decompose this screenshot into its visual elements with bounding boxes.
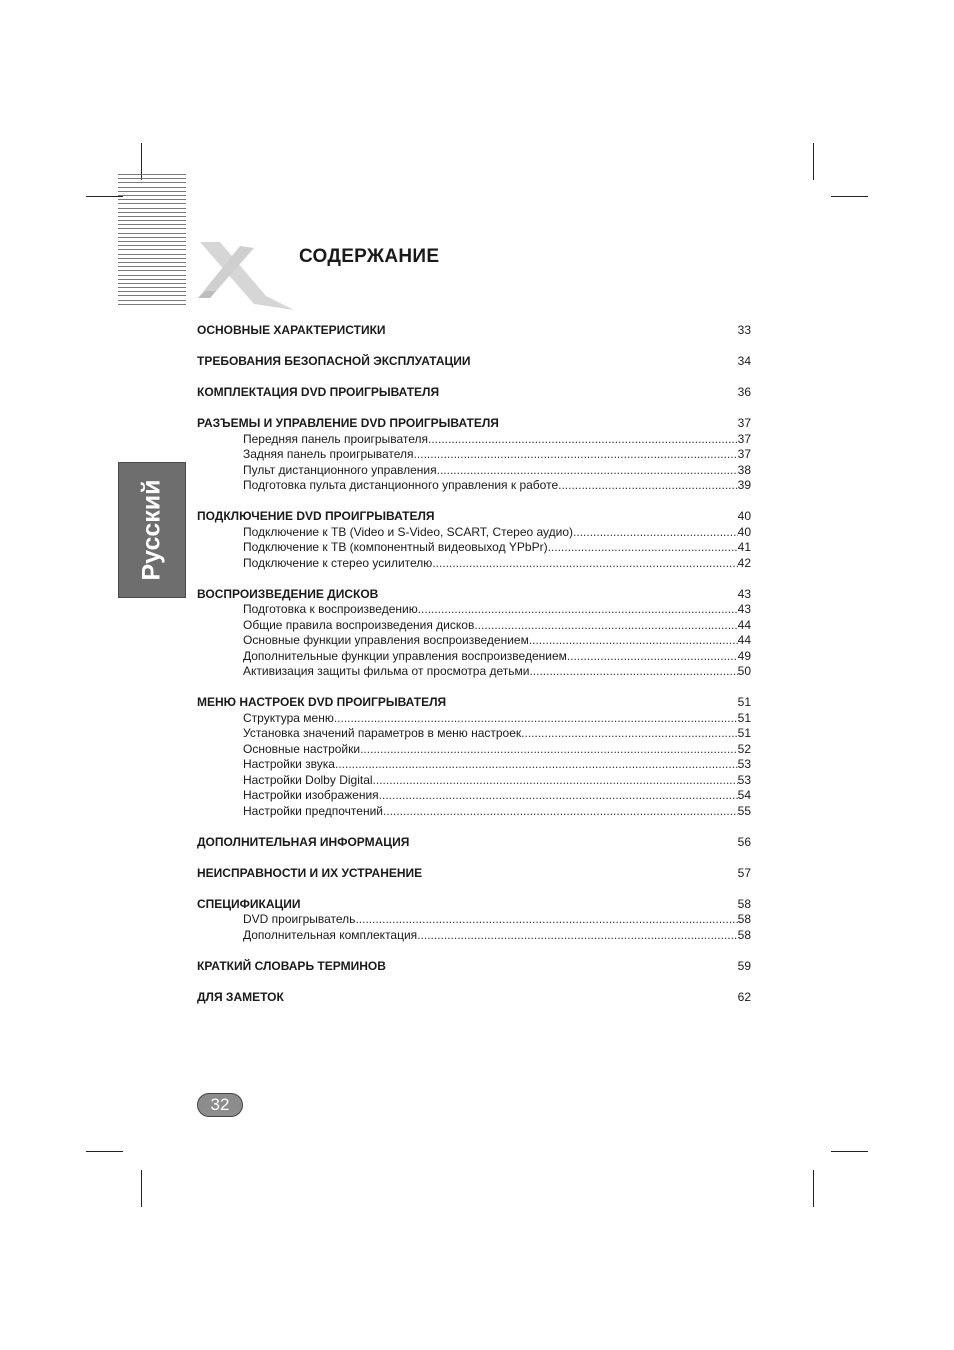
- dot-leader: [414, 447, 738, 463]
- toc-entry: [197, 447, 751, 463]
- toc-page-number: 55: [737, 803, 751, 818]
- toc-entry-text: Подготовка пульта дистанционного управления к работе: [243, 478, 559, 492]
- toc-page-number: 44: [737, 633, 751, 647]
- toc-entry: [197, 602, 751, 618]
- toc-entry-text: Подготовка к воспроизведению: [243, 602, 418, 616]
- decorative-stripes: [118, 174, 186, 311]
- toc-page-number: 62: [737, 989, 751, 1004]
- toc-entry-text: Дополнительная комплектация: [243, 927, 418, 942]
- toc-entry: [197, 804, 751, 820]
- toc-page-number: 49: [737, 648, 751, 663]
- toc-section: [197, 323, 751, 339]
- dot-leader: [474, 618, 737, 634]
- toc-section: [197, 897, 751, 944]
- toc-heading: [197, 385, 751, 401]
- toc-entry-text: Настройки Dolby Digital: [243, 772, 373, 787]
- crop-mark-bottom-right-vertical: [813, 1170, 814, 1207]
- toc-entry: [197, 618, 751, 634]
- toc-heading: [197, 866, 751, 882]
- toc-page-number: 51: [737, 710, 751, 725]
- toc-entry: [197, 463, 751, 479]
- toc-page-number: 42: [737, 555, 751, 570]
- dot-leader: [529, 664, 737, 680]
- toc-entry-text: Основные настройки: [243, 741, 361, 756]
- toc-entry: [197, 556, 751, 572]
- dot-leader: [334, 711, 738, 727]
- dot-leader: [529, 633, 738, 649]
- toc-heading-text: ОСНОВНЫЕ ХАРАКТЕРИСТИКИ: [197, 323, 386, 337]
- dot-leader: [360, 742, 738, 758]
- toc-heading-text: ВОСПРОИЗВЕДЕНИЕ ДИСКОВ: [197, 586, 379, 601]
- toc-heading: [197, 587, 751, 603]
- crop-mark-bottom-left-vertical: [141, 1170, 142, 1207]
- toc-heading-text: ТРЕБОВАНИЯ БЕЗОПАСНОЙ ЭКСПЛУАТАЦИИ: [197, 354, 471, 368]
- toc-heading: [197, 509, 751, 525]
- toc-page-number: 44: [737, 617, 751, 632]
- toc-section: [197, 354, 751, 370]
- toc-entry-text: Задняя панель проигрывателя: [243, 447, 414, 461]
- toc-section: [197, 959, 751, 975]
- dot-leader: [373, 773, 738, 789]
- toc-entry: [197, 757, 751, 773]
- toc-page-number: 33: [737, 323, 751, 337]
- toc-page-number: 53: [737, 772, 751, 787]
- toc-heading-text: КОМПЛЕКТАЦИЯ DVD ПРОИГРЫВАТЕЛЯ: [197, 385, 440, 399]
- crop-mark-bottom-left-horizontal: [86, 1151, 123, 1152]
- toc-section: [197, 416, 751, 494]
- toc-section: [197, 866, 751, 882]
- toc-page-number: 58: [737, 912, 751, 926]
- dot-leader: [417, 928, 737, 944]
- toc-entry: [197, 432, 751, 448]
- toc-section: [197, 695, 751, 819]
- toc-page-number: 37: [737, 416, 751, 430]
- toc-page-number: 40: [737, 524, 751, 539]
- dot-leader: [567, 649, 738, 665]
- toc-entry: [197, 742, 751, 758]
- toc-page-number: 37: [737, 447, 751, 461]
- toc-page-number: 56: [737, 834, 751, 849]
- toc-page-number: 43: [737, 602, 751, 616]
- toc-entry: [197, 912, 751, 928]
- toc-page-number: 34: [737, 354, 751, 368]
- toc-page-number: 37: [737, 431, 751, 446]
- toc-page-number: 39: [737, 478, 751, 492]
- toc-page-number: 38: [737, 462, 751, 477]
- toc-page-number: 52: [737, 741, 751, 756]
- toc-entry: [197, 525, 751, 541]
- toc-entry-text: Настройки звука: [243, 757, 335, 771]
- language-tab-label: Русский: [137, 479, 166, 581]
- toc-section: [197, 990, 751, 1006]
- toc-heading-text: ДОПОЛНИТЕЛЬНАЯ ИНФОРМАЦИЯ: [197, 834, 410, 849]
- dot-leader: [335, 757, 738, 773]
- toc-entry: [197, 478, 751, 494]
- toc-page-number: 36: [737, 385, 751, 399]
- toc-heading-text: МЕНЮ НАСТРОЕК DVD ПРОИГРЫВАТЕЛЯ: [197, 695, 447, 709]
- dot-leader: [521, 726, 737, 742]
- toc-entry-text: Структура меню: [243, 710, 334, 725]
- toc-page-number: 50: [737, 664, 751, 678]
- toc-heading: [197, 416, 751, 432]
- toc-heading: [197, 959, 751, 975]
- crop-mark-top-right-vertical: [813, 143, 814, 180]
- toc-entry-text: Общие правила воспроизведения дисков: [243, 617, 475, 632]
- toc-entry-text: Передняя панель проигрывателя: [243, 431, 429, 446]
- dot-leader: [418, 602, 738, 618]
- toc-page-number: 43: [737, 586, 751, 601]
- toc-entry: [197, 788, 751, 804]
- toc-heading: [197, 323, 751, 339]
- dot-leader: [432, 556, 737, 572]
- dot-leader: [573, 525, 738, 541]
- language-tab: [118, 462, 186, 598]
- toc-heading: [197, 354, 751, 370]
- toc-section: [197, 509, 751, 571]
- toc-entry: [197, 711, 751, 727]
- toc-entry: [197, 726, 751, 742]
- toc-page-number: 54: [737, 788, 751, 802]
- toc-heading-text: НЕИСПРАВНОСТИ И ИХ УСТРАНЕНИЕ: [197, 865, 423, 880]
- toc-heading-text: ДЛЯ ЗАМЕТОК: [197, 989, 284, 1004]
- toc-entry-text: Подключение к ТВ (Video и S-Video, SCART, Стерео аудио): [243, 524, 574, 539]
- toc-heading: [197, 897, 751, 913]
- toc-section: [197, 385, 751, 401]
- toc-entry: [197, 773, 751, 789]
- dot-leader: [355, 912, 737, 928]
- toc-heading-text: СПЕЦИФИКАЦИИ: [197, 896, 301, 911]
- toc-heading: [197, 990, 751, 1006]
- dot-leader: [437, 463, 738, 479]
- toc-page-number: 51: [737, 695, 751, 709]
- toc-entry-text: Пульт дистанционного управления: [243, 462, 437, 477]
- crop-mark-top-right-horizontal: [831, 196, 868, 197]
- toc-section: [197, 835, 751, 851]
- toc-page-number: 53: [737, 757, 751, 771]
- page-title: СОДЕРЖАНИЕ: [299, 246, 440, 267]
- dot-leader: [558, 478, 738, 494]
- toc-entry: [197, 649, 751, 665]
- toc-entry: [197, 540, 751, 556]
- dot-leader: [428, 432, 738, 448]
- toc-entry: [197, 664, 751, 680]
- toc-entry-text: Подключение к ТВ (компонентный видеовыход YPbPr): [243, 540, 548, 554]
- toc-entry-text: Активизация защиты фильма от просмотра детьми: [243, 664, 530, 678]
- toc-entry-text: Настройки предпочтений: [243, 803, 383, 818]
- toc-heading: [197, 695, 751, 711]
- page-number: 32: [210, 1095, 230, 1114]
- toc-entry-text: Настройки изображения: [243, 788, 379, 802]
- toc-heading-text: РАЗЪЕМЫ И УПРАВЛЕНИЕ DVD ПРОИГРЫВАТЕЛЯ: [197, 416, 499, 430]
- toc-page-number: 59: [737, 958, 751, 973]
- toc-entry: [197, 633, 751, 649]
- toc-entry-text: Дополнительные функции управления воспроизведением: [243, 648, 567, 663]
- toc-page-number: 40: [737, 509, 751, 523]
- toc-heading: [197, 835, 751, 851]
- toc-section: [197, 587, 751, 680]
- dot-leader: [548, 540, 738, 556]
- crop-mark-bottom-right-horizontal: [831, 1151, 868, 1152]
- dot-leader: [379, 788, 738, 804]
- toc-page-number: 58: [737, 927, 751, 942]
- toc-entry-text: DVD проигрыватель: [243, 912, 356, 926]
- toc-heading-text: ПОДКЛЮЧЕНИЕ DVD ПРОИГРЫВАТЕЛЯ: [197, 509, 435, 523]
- toc-page-number: 41: [737, 540, 751, 554]
- toc-heading-text: КРАТКИЙ СЛОВАРЬ ТЕРМИНОВ: [197, 958, 386, 973]
- toc-page-number: 58: [737, 896, 751, 911]
- toc-entry-text: Подключение к стерео усилителю: [243, 555, 433, 570]
- page-number-badge: [197, 1093, 243, 1117]
- table-of-contents: [197, 323, 751, 1021]
- toc-entry-text: Установка значений параметров в меню настроек: [243, 726, 522, 740]
- toc-entry: [197, 928, 751, 944]
- dot-leader: [383, 804, 738, 820]
- toc-page-number: 57: [737, 865, 751, 880]
- x-logo-icon: [196, 236, 302, 314]
- toc-entry-text: Основные функции управления воспроизведением: [243, 633, 529, 647]
- toc-page-number: 51: [737, 726, 751, 740]
